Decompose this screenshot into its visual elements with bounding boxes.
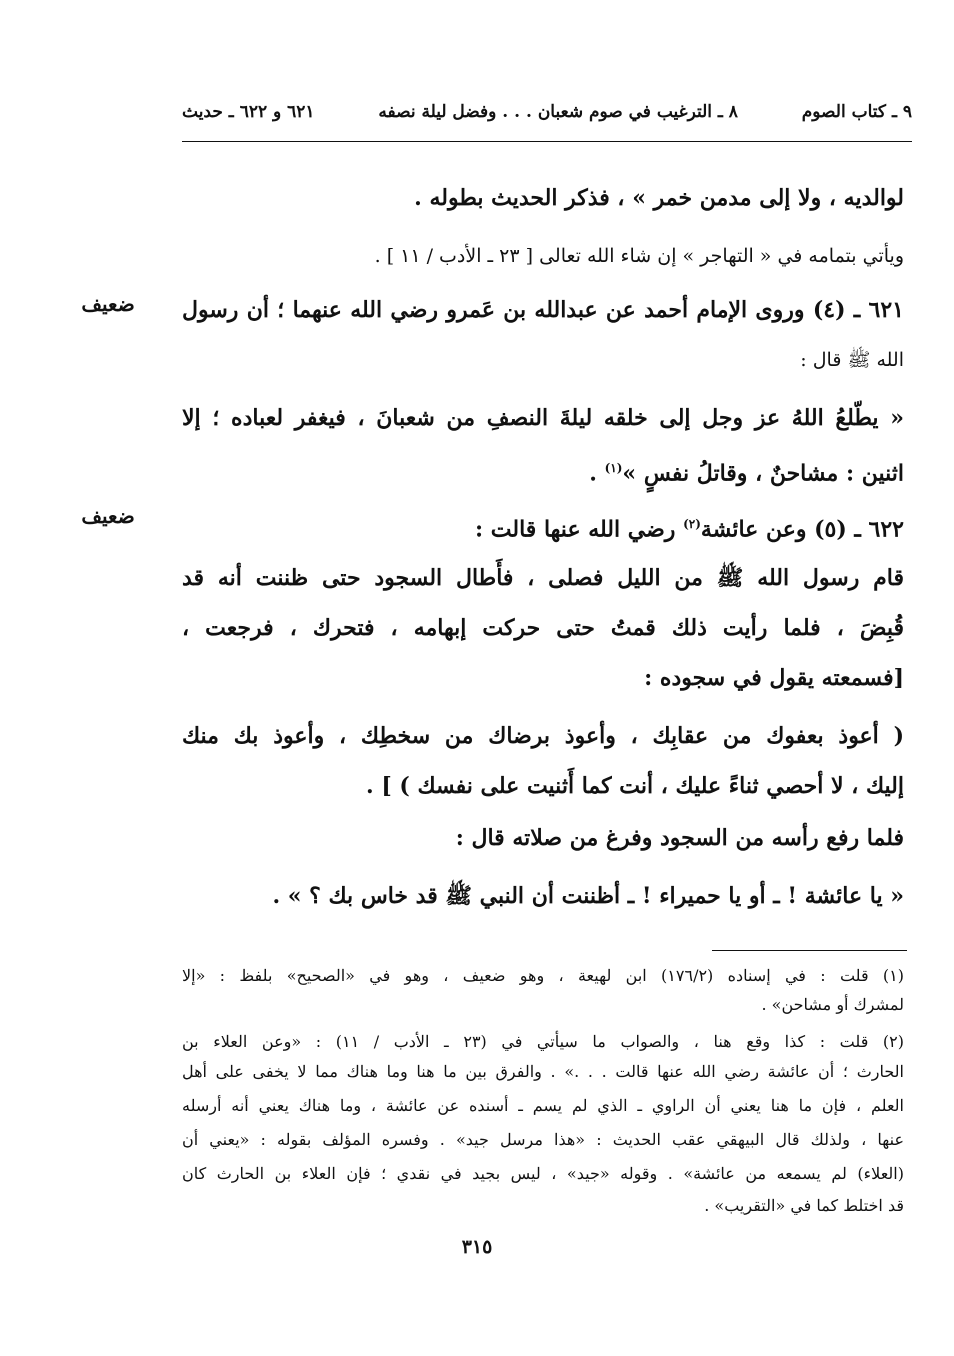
body-line-8: قام رسول الله ﷺ من الليل فصلى ، فأَطال السجود حتى ظننت أنه قد [182, 565, 904, 591]
body-line-11: ( أعوذ بعفوك من عقابِك ، وأعوذ برضاك من سخطِك ، وأعوذ بك منك [182, 723, 904, 749]
body-line-10: [فسمعته يقول في سجوده : [644, 665, 904, 691]
footnote-line-4: الحارث ؛ أن عائشة رضي الله عنها قالت . . .» . والفرق بين ما هنا وما هناك مما لا يخفى على أهل [182, 1062, 905, 1081]
body-line-13: فلما رفع رأسه من السجود وفرغ من صلاته قال : [455, 825, 904, 851]
body-line-2: ويأتي بتمامه في « التهاجر » إن شاء الله تعالى [ ٢٣ ـ الأدب / ١١ ] . [374, 245, 904, 267]
page-number: ٣١٥ [461, 1236, 493, 1258]
body-line-7 [182, 504, 904, 549]
footnote-ref-2: (٢) [683, 517, 701, 531]
footnote-line-2: لمشرك أو مشاحن» . [761, 995, 904, 1014]
body-line-4: الله ﷺ قال : [800, 349, 904, 371]
grade-hadith-621: ضعيف [81, 292, 135, 316]
grade-hadith-622: ضعيف [81, 504, 135, 528]
body-line-14: « يا عائشة ! ـ أو يا حميراء ! ـ أظننت أن النبي ﷺ قد خاس بك ؟ » . [272, 883, 904, 909]
body-line-1: لوالديه ، ولا إلى مدمن خمر » ، فذكر الحديث بطوله . [414, 185, 904, 211]
header-book-title: ٩ ـ كتاب الصوم [801, 102, 912, 122]
body-line-12: إليك ، لا أحصي ثناءً عليك ، أنت كما أَثنيت على نفسك ) ] . [366, 773, 904, 799]
footnote-line-5: العلم ، فإن ما هنا يعني أن الراوي ـ الذي لم يسم ـ أسنده عن عائشة ، وما هناك يعني أنه أرسله [182, 1096, 904, 1115]
footnote-line-6: عنها ، ولذلك قال البيهقي عقب الحديث : «هذا مرسل جيد» . وفسره المؤلف بقوله : «يعني أن [182, 1130, 904, 1149]
body-line-9: قُبِضَ ، فلما رأيت ذلك قمتُ حتى حركت إبهامه ، فتحرك ، فرجعت ، [182, 615, 904, 641]
body-line-6-tail: . [589, 460, 605, 487]
body-line-6 [182, 448, 904, 493]
body-line-7-text: ٦٢٢ ـ (٥) وعن عائشة [700, 516, 904, 543]
header-chapter-title: ٨ ـ الترغيب في صوم شعبان . . . وفضل ليلة نصفه [378, 102, 738, 122]
body-line-6-text: اثنين : مشاحنٌ ، وقاتلُ نفسٍ » [622, 460, 904, 487]
body-line-7-tail: رضي الله عنها قالت : [475, 516, 684, 543]
footnote-divider [712, 950, 907, 951]
header-hadith-range: ٦٢١ و ٦٢٢ ـ حديث [182, 102, 315, 122]
footnote-line-1: (١) قلت : في إسناده (١٧٦/٢) ابن لهيعة ، وهو ضعيف ، وهو في «الصحيح» بلفظ : «إلا [182, 966, 904, 985]
footnote-line-8: قد اختلط كما في «التقريب» . [704, 1196, 904, 1215]
running-header [182, 96, 912, 128]
footnote-ref-1: (١) [604, 461, 623, 475]
footnote-line-7: (العلاء) لم يسمعه من عائشة» . وقوله «جيد» ، ليس بجيد في نقدي ؛ فإن العلاء بن الحارث كان [182, 1164, 904, 1183]
body-line-3: ٦٢١ ـ (٤) وروى الإمام أحمد عن عبدالله بن عَمرو رضي الله عنهما ؛ أن رسول [182, 297, 904, 323]
header-divider [182, 141, 912, 142]
footnote-line-3: (٢) قلت : كذا وقع هنا ، والصواب ما سيأتي في (٢٣ ـ الأدب / ١١) : «وعن العلاء بن [182, 1032, 905, 1051]
body-line-5: « يطّلعُ اللهُ عز وجل إلى خلقه ليلةَ النصفِ من شعبانَ ، فيغفر لعباده ؛ إلا [182, 405, 904, 431]
